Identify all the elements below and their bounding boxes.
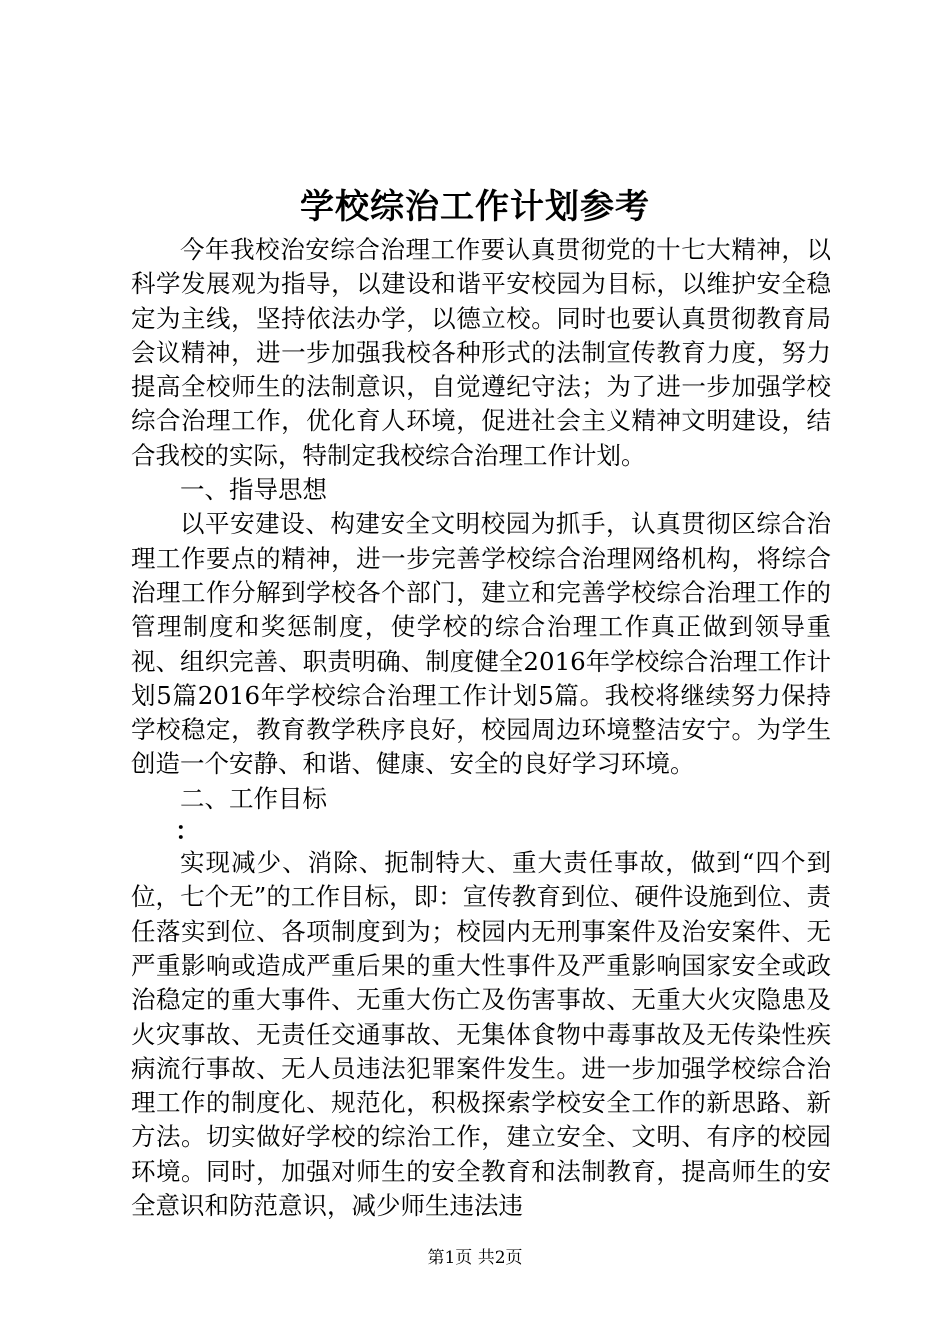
intro-paragraph: 今年我校治安综合治理工作要认真贯彻党的十七大精神，以科学发展观为指导，以建设和谐平安校园为目标，以维护安全稳定为主线，坚持依法办学，以德立校。同时也要认真贯彻教育局会议精神，进一步加强我校各种形式的法制宣传教育力度，努力提高全校师生的法制意识，自觉遵纪守法；为了进一步加强学校综合治理工作，优化育人环境，促进社会主义精神文明建设，结合我校的实际，特制定我校综合治理工作计划。 [131, 235, 831, 470]
section-heading-work-goals: 二、工作目标 [180, 783, 327, 813]
section-heading-guiding-thought: 一、指导思想 [180, 475, 327, 505]
work-goals-paragraph: 实现减少、消除、扼制特大、重大责任事故，做到“四个到位，七个无”的工作目标，即：宣传教育到位、硬件设施到位、责任落实到位、各项制度到为；校园内无刑事案件及治安案件、无严重影响或造成严重后果的重大性事件及严重影响国家安全或政治稳定的重大事件、无重大伤亡及伤害事故、无重大火灾隐患及火灾事故、无责任交通事故、无集体食物中毒事故及无传染性疾病流行事故、无人员违法犯罪案件发生。进一步加强学校综合治理工作的制度化、规范化，积极探索学校安全工作的新思路、新方法。切实做好学校的综治工作，建立安全、文明、有序的校园环境。同时，加强对师生的安全教育和法制教育，提高师生的安全意识和防范意识，减少师生违法违 [131, 848, 831, 1221]
document-body [131, 233, 831, 1223]
page-footer: 第1页 共2页 [427, 1248, 523, 1268]
document-title: 学校综治工作计划参考 [300, 187, 650, 227]
guiding-thought-paragraph: 以平安建设、构建安全文明校园为抓手，认真贯彻区综合治理工作要点的精神，进一步完善学校综合治理网络机构，将综合治理工作分解到学校各个部门，建立和完善学校综合治理工作的管理制度和奖惩制度，使学校的综合治理工作真正做到领导重视、组织完善、职责明确、制度健全2016年学校综合治理工作计划5篇2016年学校综合治理工作计划5篇。我校将继续努力保持学校稳定，教育教学秩序良好，校园周边环境整洁安宁。为学生创造一个安静、和谐、健康、安全的良好学习环境。 [131, 509, 831, 779]
colon-line: ： [175, 816, 200, 846]
